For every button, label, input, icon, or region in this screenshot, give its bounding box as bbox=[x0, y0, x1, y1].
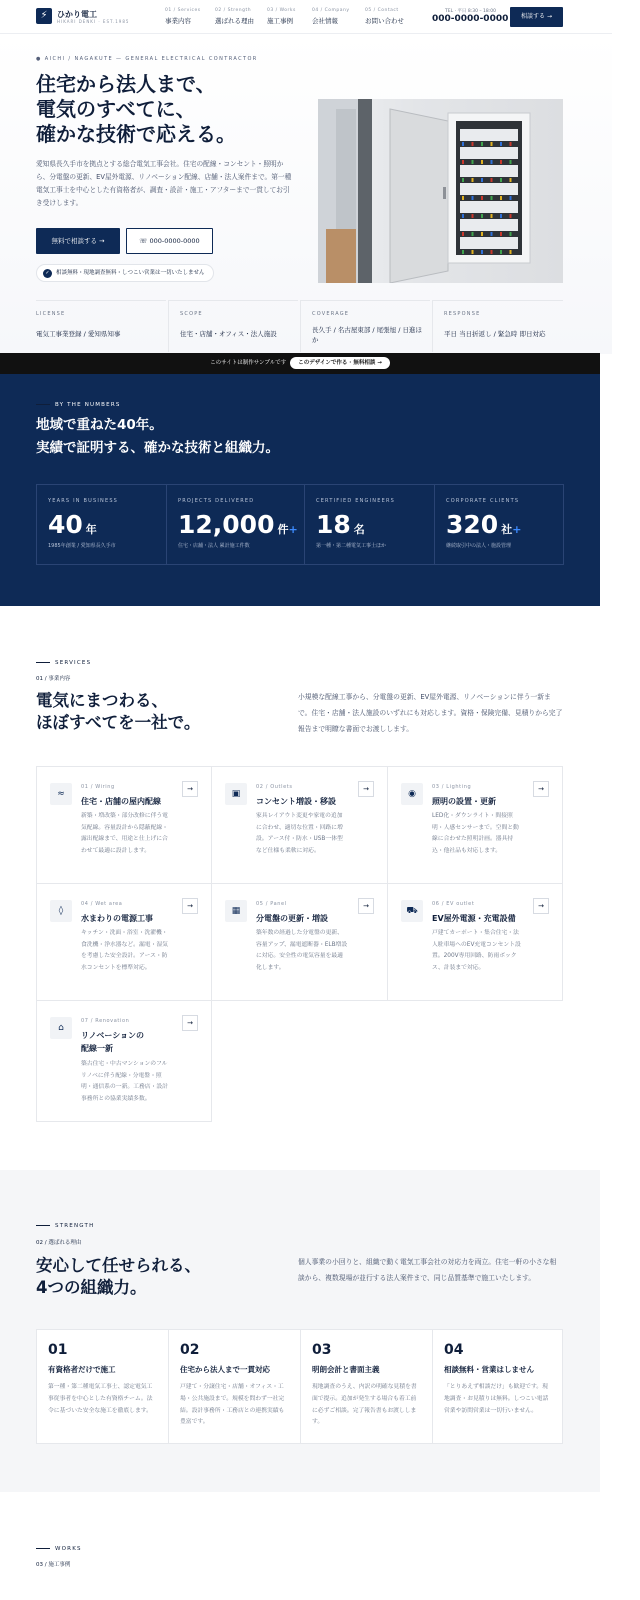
brand-subtitle: HIKARI DENKI · EST.1985 bbox=[57, 19, 130, 24]
services-subtitle: 01 / 事業内容 bbox=[36, 676, 71, 682]
wire bbox=[500, 196, 502, 200]
tel-hours: TEL · 平日 8:30 – 18:00 bbox=[445, 9, 497, 14]
wire bbox=[500, 142, 502, 146]
wire bbox=[491, 214, 493, 218]
breaker-row bbox=[460, 129, 518, 141]
wire bbox=[491, 232, 493, 236]
hero-note-badge: ✓ 相談無料・現地調査無料・しつこい営業は一切いたしません bbox=[36, 264, 214, 282]
wire bbox=[462, 178, 464, 182]
nav-item-company[interactable]: 04 / Company 会社情報 bbox=[312, 8, 350, 25]
wire bbox=[491, 250, 493, 254]
nav-item-contact[interactable]: 05 / Contact お問い合わせ bbox=[365, 8, 404, 25]
wire bbox=[491, 196, 493, 200]
wire bbox=[491, 142, 493, 146]
wire bbox=[472, 250, 474, 254]
header-consult-button[interactable]: 相談する → bbox=[510, 7, 563, 27]
lightning-logo-icon: ⚡ bbox=[36, 8, 52, 24]
wire bbox=[462, 232, 464, 236]
wire bbox=[462, 142, 464, 146]
free-consult-button[interactable]: 無料で相談する → bbox=[36, 228, 120, 254]
info-scope: SCOPE 住宅・店舗・オフィス・法人施設 bbox=[168, 300, 298, 352]
info-license: LICENSE 電気工事業登録 / 愛知県知事 bbox=[36, 300, 166, 352]
wire bbox=[481, 196, 483, 200]
wire bbox=[510, 196, 512, 200]
wire bbox=[462, 250, 464, 254]
arrow-right-icon[interactable]: → bbox=[533, 781, 549, 797]
wire bbox=[500, 214, 502, 218]
wire bbox=[472, 160, 474, 164]
arrow-right-icon[interactable]: → bbox=[182, 1015, 198, 1031]
service-card-lighting[interactable]: ◉ 03 / Lighting 照明の設置・更新 → LED化・ダウンライト・間接照明・人感センサーまで。空間と動線に合わせた照明計画。器具持込・他社品も対応します。 bbox=[387, 766, 563, 884]
brand-name[interactable]: ひかり電工 bbox=[57, 10, 97, 19]
nav-item-works[interactable]: 03 / Works 施工事例 bbox=[267, 8, 296, 25]
works-subtitle: 03 / 施工事例 bbox=[36, 1562, 71, 1568]
services-title: 電気にまつわる、 ほぼすべてを一社で。 bbox=[36, 691, 201, 732]
wire bbox=[500, 178, 502, 182]
wire bbox=[472, 142, 474, 146]
hero-photo-electrical-panel bbox=[318, 99, 563, 283]
wire bbox=[491, 178, 493, 182]
strength-title: 安心して任せられる、 4つの組織力。 bbox=[36, 1256, 201, 1297]
stat-projects: PROJECTS DELIVERED 12,000 件+ 住宅・店舗・法人 累計施工件数 bbox=[166, 484, 304, 565]
wiring-icon: ≈ bbox=[50, 783, 72, 805]
wire bbox=[510, 160, 512, 164]
wire bbox=[462, 160, 464, 164]
wire bbox=[510, 214, 512, 218]
service-card-wiring[interactable]: ≈ 01 / Wiring 住宅・店舗の屋内配線 → 新築・増改築・部分改修に伴う電気配線。容量設計から隠蔽配線・露出配線まで、用途と仕上げに合わせて最適に設計します。 bbox=[36, 766, 212, 884]
arrow-right-icon[interactable]: → bbox=[182, 781, 198, 797]
info-response: RESPONSE 平日 当日折返し / 緊急時 即日対応 bbox=[432, 300, 563, 352]
breaker-row bbox=[460, 201, 518, 213]
water-drop-icon: ◊ bbox=[50, 900, 72, 922]
arrow-right-icon[interactable]: → bbox=[358, 898, 374, 914]
wire bbox=[510, 142, 512, 146]
wire bbox=[462, 214, 464, 218]
sample-site-banner: このサイトは制作サンプルです このデザインで作る · 無料相談 → bbox=[0, 353, 600, 374]
service-card-renovation[interactable]: ⌂ 07 / Renovation リノベーションの配線一新 → 築古住宅・中古マンションのフルリノベに伴う配線・分電盤・照明・通信系の一新。工務店・設計事務所との協業実績多数。 bbox=[36, 1000, 212, 1122]
strength-card-3: 03 明朗会計と書面主義 現地調査のうえ、内訳の明確な見積を書面で提示。追加が発生する場合も着工前に必ずご相談。完了報告書もお渡しします。 bbox=[300, 1329, 432, 1444]
lightbulb-icon: ◉ bbox=[401, 783, 423, 805]
wire bbox=[481, 214, 483, 218]
wire bbox=[500, 232, 502, 236]
breaker-row bbox=[460, 165, 518, 177]
wire bbox=[481, 232, 483, 236]
arrow-right-icon[interactable]: → bbox=[182, 898, 198, 914]
stat-years: YEARS IN BUSINESS 40 年 1985年創業 / 愛知県長久手市 bbox=[36, 484, 166, 565]
wire bbox=[500, 250, 502, 254]
header-phone[interactable]: 000-0000-0000 bbox=[432, 14, 509, 24]
numbers-title: 地域で重ねた40年。 実績で証明する、確かな技術と組織力。 bbox=[36, 417, 279, 456]
strength-card-2: 02 住宅から法人まで一貫対応 戸建て・分譲住宅・店舗・オフィス・工場・公共施設まで。規模を問わず一社完結。設計事務所・工務店との連携実績も豊富です。 bbox=[168, 1329, 300, 1444]
wire bbox=[510, 178, 512, 182]
wire bbox=[510, 250, 512, 254]
panel-icon: ▦ bbox=[225, 900, 247, 922]
info-coverage: COVERAGE 長久手 / 名古屋東部 / 尾張旭 / 日進ほか bbox=[300, 300, 430, 352]
strength-card-1: 01 有資格者だけで施工 第一種・第二種電気工事士、認定電気工事従事者を中心とした有資格チーム。法令に基づいた安全な施工を徹底します。 bbox=[36, 1329, 168, 1444]
arrow-right-icon[interactable]: → bbox=[358, 781, 374, 797]
wire bbox=[481, 178, 483, 182]
services-eyebrow: SERVICES bbox=[36, 660, 91, 666]
breaker-row bbox=[460, 219, 518, 231]
services-intro: 小規模な配線工事から、分電盤の更新、EV屋外電源、リノベーションに伴う一新まで。住宅・店舗・法人施設のいずれにも対応します。資格・保険完備、見積りから完了報告まで明瞭な書面でお渡しします。 bbox=[298, 693, 563, 733]
arrow-right-icon[interactable]: → bbox=[533, 898, 549, 914]
service-card-outlets[interactable]: ▣ 02 / Outlets コンセント増設・移設 → 家具レイアウト変更や家電の追加に合わせ、適切な位置・回路に増設。アース付・防水・USB一体型など仕様も柔軟に対応。 bbox=[211, 766, 388, 884]
car-icon: ⛟ bbox=[401, 900, 423, 922]
check-icon: ✓ bbox=[43, 269, 52, 278]
hero-title: 住宅から法人まで、 電気のすべてに、 確かな技術で応える。 bbox=[36, 72, 236, 146]
strength-subtitle: 02 / 選ばれる理由 bbox=[36, 1240, 82, 1246]
numbers-eyebrow: BY THE NUMBERS bbox=[36, 402, 121, 408]
house-icon: ⌂ bbox=[50, 1017, 72, 1039]
breaker-row bbox=[460, 147, 518, 159]
wire bbox=[481, 160, 483, 164]
banner-cta-button[interactable]: このデザインで作る · 無料相談 → bbox=[290, 357, 390, 369]
breaker-row bbox=[460, 183, 518, 195]
wire bbox=[472, 178, 474, 182]
strength-card-4: 04 相談無料・営業はしません 「とりあえず相談だけ」も歓迎です。現地調査・お見積りは無料。しつこい電話営業や訪問営業は一切行いません。 bbox=[432, 1329, 563, 1444]
hero-lead: 愛知県長久手市を拠点とする総合電気工事会社。住宅の配線・コンセント・照明から、分電盤の更新、EV屋外電源、リノベーション配線、店舗・法人案件まで。第一種電気工事士を中心とした有資格者が、調査・設計・施工・アフターまで一貫してお引き受けします。 bbox=[36, 160, 292, 207]
nav-item-services[interactable]: 01 / Services 事業内容 bbox=[165, 8, 201, 25]
wire bbox=[472, 196, 474, 200]
works-eyebrow: WORKS bbox=[36, 1546, 82, 1552]
phone-button[interactable]: ☏ 000-0000-0000 bbox=[126, 228, 213, 254]
breaker-row bbox=[460, 237, 518, 249]
wire bbox=[472, 214, 474, 218]
wire bbox=[510, 232, 512, 236]
stat-clients: CORPORATE CLIENTS 320 社+ 継続取引中の法人・施設管理 bbox=[434, 484, 564, 565]
phone-icon: ☏ bbox=[139, 237, 150, 245]
service-card-ev[interactable]: ⛟ 06 / EV outlet EV屋外電源・充電設備 → 戸建てカーポート・集合住宅・法人駐車場へのEV充電コンセント設置。200V専用回路、防雨ボックス、計装まで対応。 bbox=[387, 883, 563, 1001]
wire bbox=[472, 232, 474, 236]
wire bbox=[462, 196, 464, 200]
wire bbox=[481, 142, 483, 146]
stat-engineers: CERTIFIED ENGINEERS 18 名 第一種・第二種電気工事士ほか bbox=[304, 484, 434, 565]
outlet-icon: ▣ bbox=[225, 783, 247, 805]
service-card-wet-area[interactable]: ◊ 04 / Wet area 水まわりの電源工事 → キッチン・洗面・浴室・洗濯機・食洗機・浄水器など。漏電・湿気を考慮した安全設計。アース・防水コンセントを標準対応。 bbox=[36, 883, 212, 1001]
strength-intro: 個人事業の小回りと、組織で動く電気工事会社の対応力を両立。住宅一軒の小さな相談から、複数現場が並行する法人案件まで、同じ品質基準で施工いたします。 bbox=[298, 1258, 557, 1282]
service-card-panel[interactable]: ▦ 05 / Panel 分電盤の更新・増設 → 築年数の経過した分電盤の更新、容量アップ、漏電遮断器・ELB増設に対応。安全性の電気容量を最適化します。 bbox=[211, 883, 388, 1001]
strength-eyebrow: STRENGTH bbox=[36, 1223, 94, 1229]
nav-item-strength[interactable]: 02 / Strength 選ばれる理由 bbox=[215, 8, 254, 25]
wire bbox=[491, 160, 493, 164]
wire bbox=[481, 250, 483, 254]
wire bbox=[500, 160, 502, 164]
hero-eyebrow: ● AICHI / NAGAKUTE — GENERAL ELECTRICAL CONTRACTOR bbox=[36, 56, 258, 62]
